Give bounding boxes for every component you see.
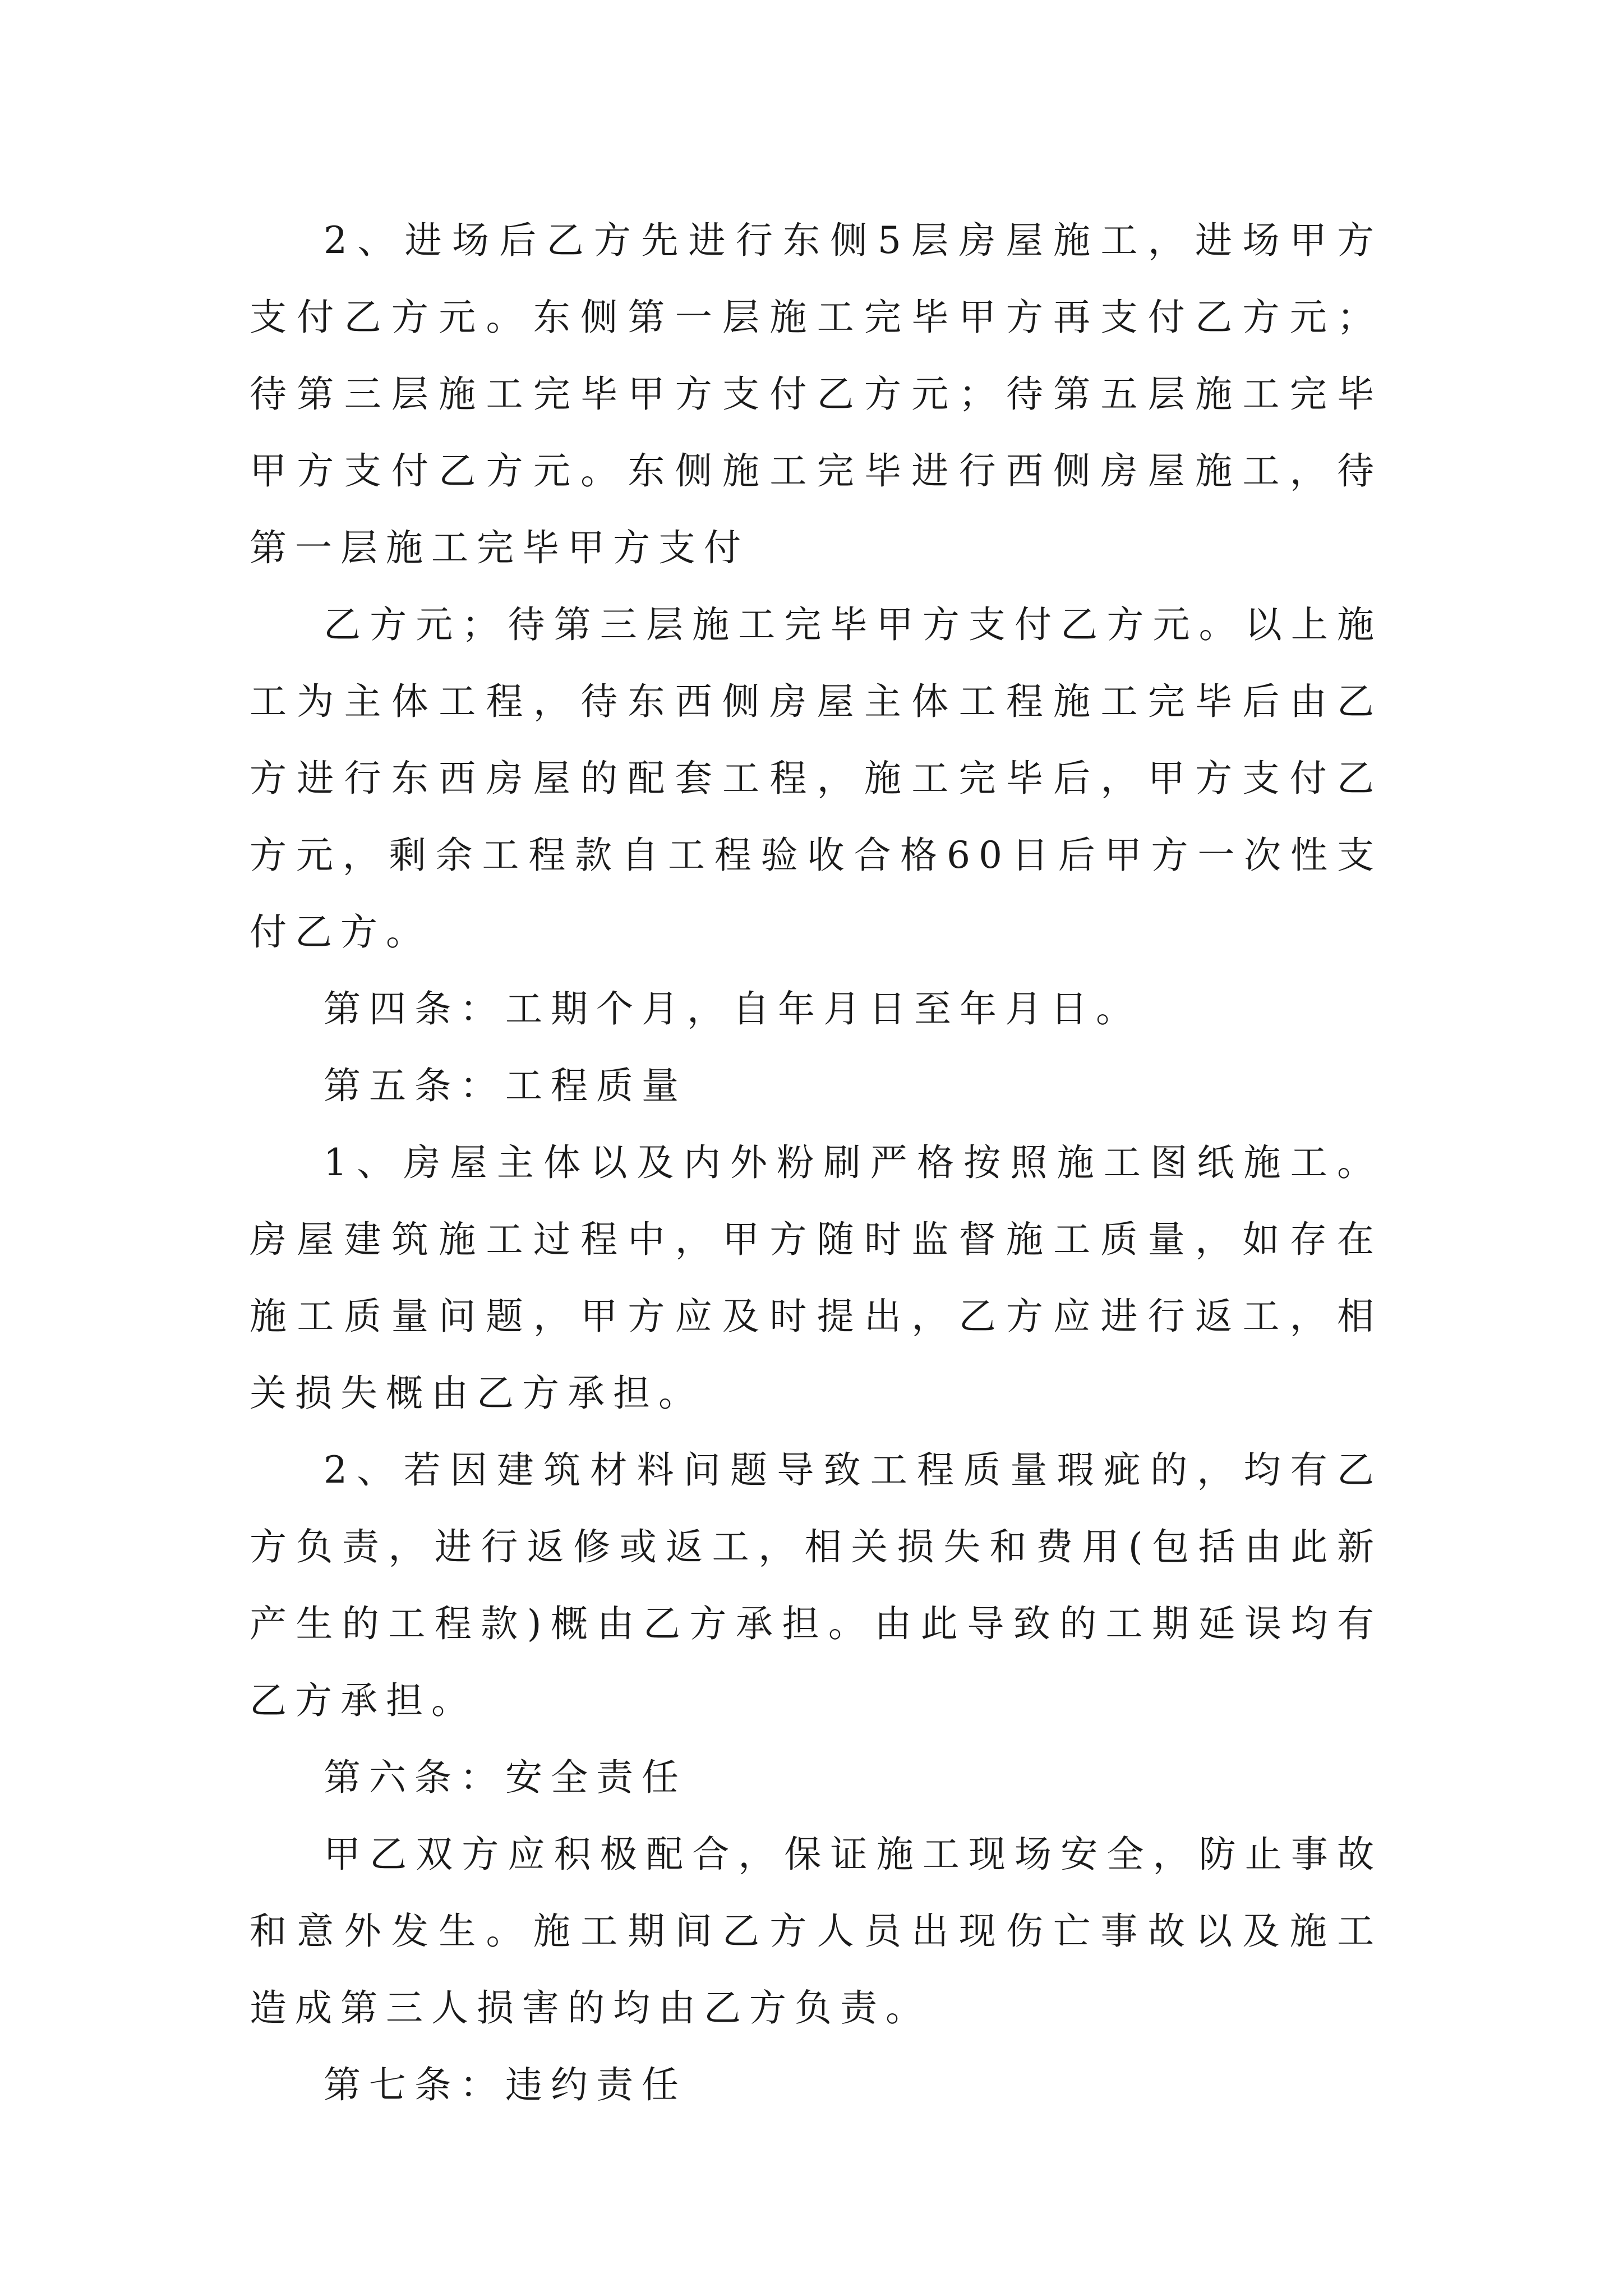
paragraph-payment-schedule-east: 2、进场后乙方先进行东侧5层房屋施工，进场甲方支付乙方元。东侧第一层施工完毕甲方再支付乙方元；待第三层施工完毕甲方支付乙方元；待第五层施工完毕甲方支付乙方元。东侧施工完毕进行西侧房屋施工，待第一层施工完毕甲方支付: [250, 219, 1382, 569]
article-6-body: 甲乙双方应积极配合，保证施工现场安全，防止事故和意外发生。施工期间乙方人员出现伤亡事故以及施工造成第三人损害的均由乙方负责。: [250, 1833, 1382, 2030]
article-5-clause-2: 2、若因建筑材料问题导致工程质量瑕疵的，均有乙方负责，进行返修或返工，相关损失和费用(包括由此新产生的工程款)概由乙方承担。由此导致的工期延误均有乙方承担。: [250, 1448, 1382, 1722]
article-4-construction-period: 第四条：工期个月，自年月日至年月日。: [324, 987, 1141, 1030]
article-7-heading: 第七条：违约责任: [324, 2063, 687, 2106]
article-5-clause-1: 1、房屋主体以及内外粉刷严格按照施工图纸施工。房屋建筑施工过程中，甲方随时监督施工质量，如存在施工质量问题，甲方应及时提出，乙方应进行返工，相关损失概由乙方承担。: [250, 1141, 1382, 1415]
document-body: [250, 202, 1382, 2123]
paragraph-payment-schedule-west: 乙方元；待第三层施工完毕甲方支付乙方元。以上施工为主体工程，待东西侧房屋主体工程施工完毕后由乙方进行东西房屋的配套工程，施工完毕后，甲方支付乙方元，剩余工程款自工程验收合格60日后甲方一次性支付乙方。: [250, 603, 1382, 954]
article-5-heading: 第五条：工程质量: [324, 1064, 687, 1107]
article-6-heading: 第六条：安全责任: [324, 1756, 687, 1799]
